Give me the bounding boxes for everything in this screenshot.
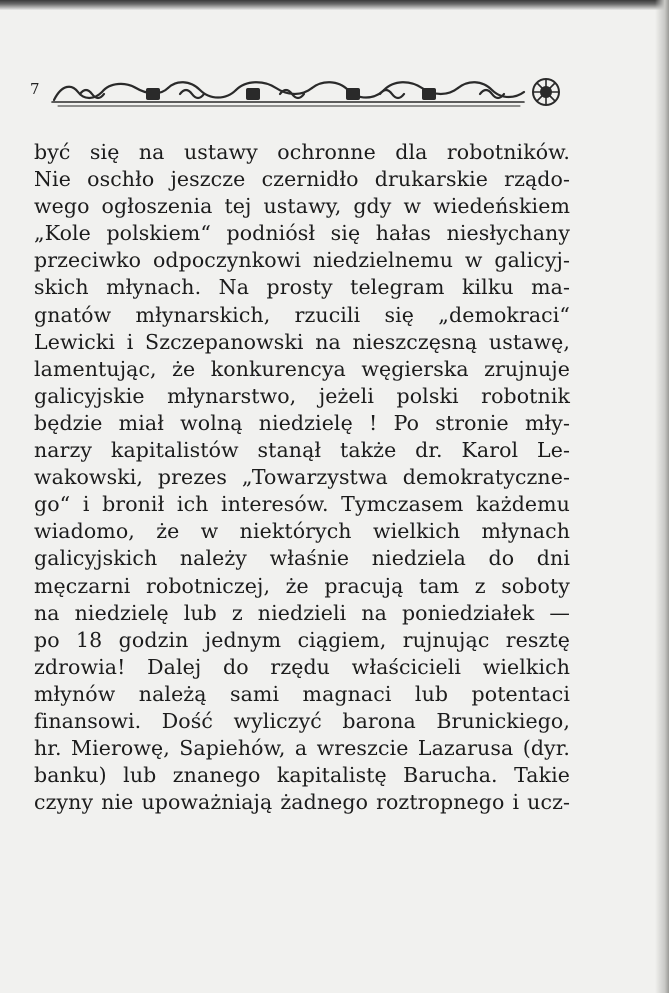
text-line: być się na ustawy ochronne dla robotników. bbox=[34, 140, 570, 164]
page-number: 7 bbox=[30, 80, 40, 98]
text-line: skich młynach. Na prosty telegram kilku ma- bbox=[34, 275, 570, 300]
text-line: galicyjskich należy właśnie niedziela do dni bbox=[34, 546, 570, 571]
text-line: czyny nie upoważniają żadnego roztropnego i ucz- bbox=[34, 790, 570, 815]
text-line: po 18 godzin jednym ciągiem, rujnując resztę bbox=[34, 627, 570, 652]
text-line: lamentując, że konkurencya węgierska zrujnuje bbox=[34, 356, 570, 381]
text-line: na niedzielę lub z niedzieli na poniedziałek — bbox=[34, 600, 570, 625]
text-line: młynów należą sami magnaci lub potentaci bbox=[34, 681, 570, 706]
text-line: gnatów młynarskich, rzucili się „demokraci“ bbox=[34, 302, 570, 327]
text-line: zdrowia! Dalej do rzędu właścicieli wielkich bbox=[34, 654, 570, 679]
text-line: „Kole polskiem“ podniósł się hałas niesłychany bbox=[34, 221, 570, 246]
text-line: przeciwko odpoczynkowi niedzielnemu w galicyj- bbox=[34, 248, 570, 273]
page-right-edge bbox=[655, 0, 669, 993]
decorative-header-ornament bbox=[50, 74, 570, 110]
text-line: finansowi. Dość wyliczyć barona Brunickiego, bbox=[34, 708, 570, 733]
text-line: Lewicki i Szczepanowski na nieszczęsną ustawę, bbox=[34, 329, 570, 354]
text-line: hr. Mierowę, Sapiehów, a wreszcie Lazarusa (dyr. bbox=[34, 736, 570, 761]
text-line: go“ i bronił ich interesów. Tymczasem każdemu bbox=[34, 492, 570, 517]
text-line: wego ogłoszenia tej ustawy, gdy w wiedeńskiem bbox=[34, 194, 570, 219]
text-line: galicyjskie młynarstwo, jeżeli polski robotnik bbox=[34, 383, 570, 408]
text-line: męczarni robotniczej, że pracują tam z soboty bbox=[34, 573, 570, 598]
body-text bbox=[34, 139, 570, 816]
text-line: narzy kapitalistów stanął także dr. Karol Le- bbox=[34, 438, 570, 463]
text-line: wiadomo, że w niektórych wielkich młynach bbox=[34, 519, 570, 544]
page-top-edge bbox=[0, 0, 669, 10]
text-line: wakowski, prezes „Towarzystwa demokratyczne- bbox=[34, 465, 570, 490]
text-line: banku) lub znanego kapitalistę Barucha. Takie bbox=[34, 763, 570, 788]
text-line: Nie oschło jeszcze czernidło drukarskie rządo- bbox=[34, 167, 570, 192]
text-line: będzie miał wolną niedzielę ! Po stronie mły- bbox=[34, 410, 570, 435]
